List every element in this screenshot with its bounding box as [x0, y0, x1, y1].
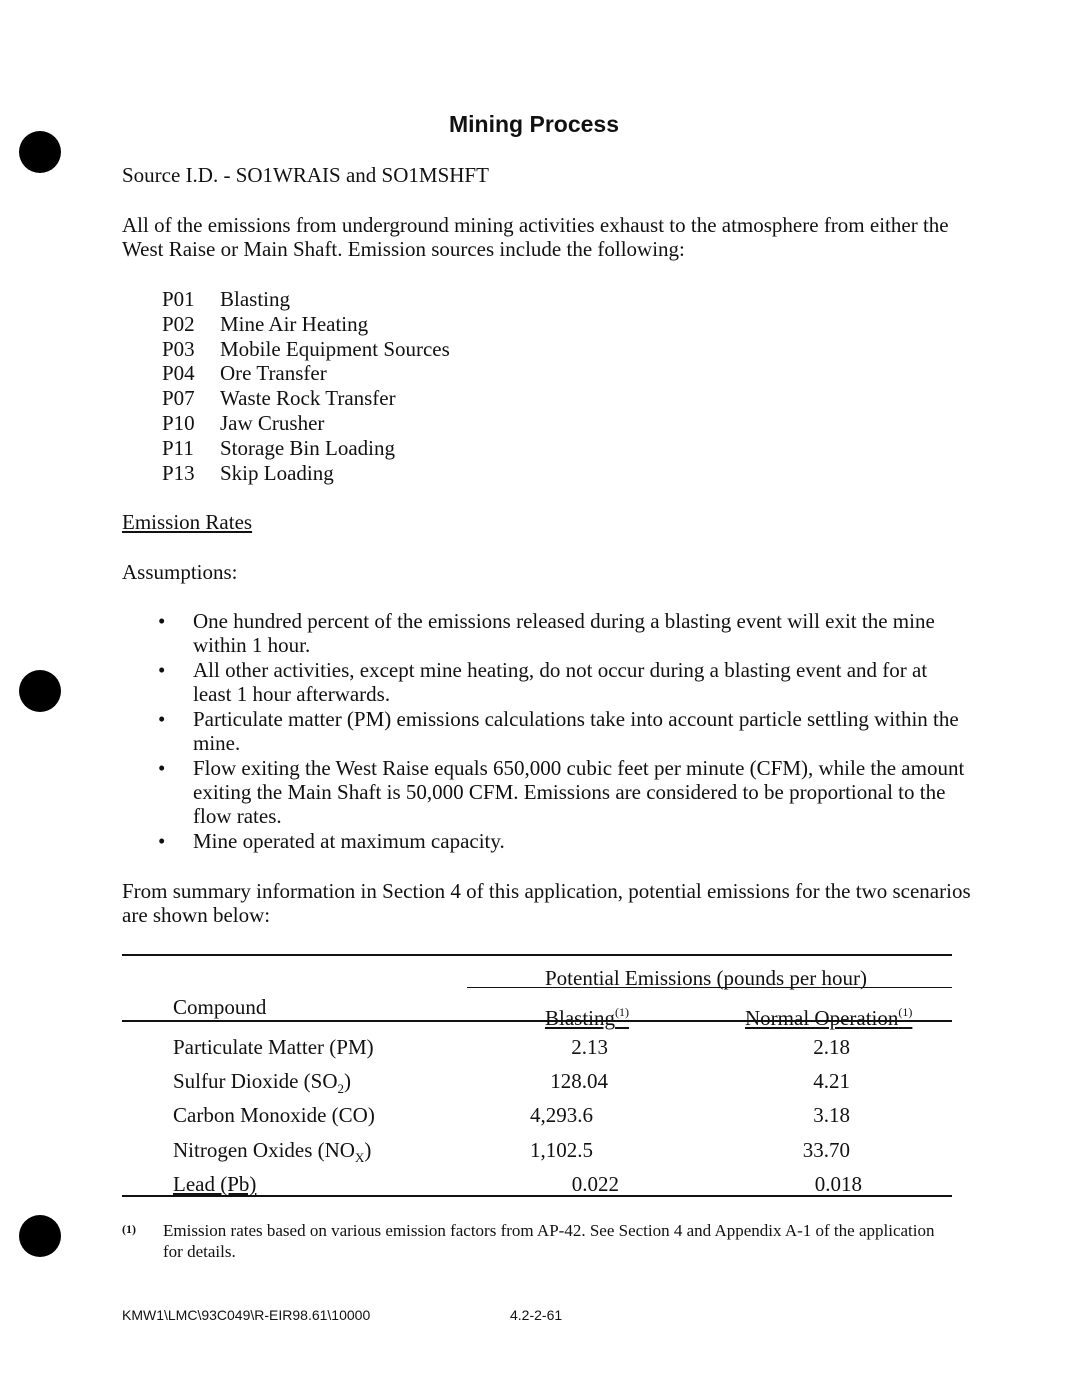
bullet-icon: •: [158, 658, 166, 682]
table-bottom-rule: [122, 1195, 952, 1197]
list-item: [158, 756, 968, 828]
bullet-icon: •: [158, 609, 166, 633]
list-item: [162, 461, 450, 486]
assumptions-label: Assumptions:: [122, 560, 238, 584]
source-code: P01: [162, 287, 195, 311]
compound-cell: Sulfur Dioxide $(SO_2)$: [173, 1069, 351, 1097]
source-code: P13: [162, 460, 195, 485]
normal-cell: 33.70: [802, 1138, 850, 1162]
assumption-text: Particulate matter (PM) emissions calculations take into account particle settling within the mine.: [193, 707, 959, 755]
normal-cell: 0.018: [814, 1172, 862, 1196]
list-item: [162, 361, 450, 386]
list-item: [162, 411, 450, 436]
normal-cell: 2.18: [813, 1035, 850, 1059]
assumption-text: Mine operated at maximum capacity.: [193, 829, 505, 853]
blasting-cell: 0.022: [571, 1172, 619, 1196]
column-header-blasting: [545, 1000, 629, 1030]
footnote-ref: (1): [615, 1005, 630, 1019]
source-code: P07: [162, 386, 195, 411]
footer-file-path: KMW1\LMC\93C049\R-EIR98.61\10000: [122, 1307, 371, 1323]
blasting-cell: 4,293.6: [530, 1103, 593, 1127]
bullet-icon: •: [158, 707, 166, 731]
punch-hole: [19, 670, 61, 712]
list-item: [158, 658, 968, 706]
summary-paragraph: From summary information in Section 4 of this application, potential emissions for the two scenarios are shown below:: [122, 879, 971, 927]
compound-cell: Lead (Pb): [173, 1172, 257, 1196]
list-item: [158, 609, 968, 657]
section-heading: Emission Rates: [122, 510, 253, 534]
source-name: Mobile Equipment Sources: [220, 336, 450, 361]
source-code: P11: [162, 435, 194, 460]
list-item: [162, 337, 450, 362]
blasting-cell: 2.13: [571, 1035, 608, 1059]
source-code: P03: [162, 336, 195, 361]
assumption-text: Flow exiting the West Raise equals 650,000 cubic feet per minute (CFM), while the amount exiting the Main Shaft is 50,000 CFM. Emissions are considered to be proportional to the flow rates.: [193, 756, 965, 828]
column-header-normal: [745, 1000, 912, 1030]
page-title: Mining Process: [449, 111, 619, 137]
page-number: 4.2-2-61: [510, 1307, 563, 1323]
punch-hole: [19, 1215, 61, 1257]
assumptions-list: [158, 609, 968, 854]
table-header-rule: [122, 1020, 952, 1022]
assumption-text: All other activities, except mine heating, do not occur during a blasting event and for at least 1 hour afterwards.: [193, 658, 928, 706]
compound-cell: Nitrogen Oxides $(NO_X)$: [173, 1138, 372, 1166]
blasting-cell: 128.04: [550, 1069, 608, 1093]
list-item: [158, 707, 968, 755]
normal-cell: 4.21: [813, 1069, 850, 1093]
source-name: Ore Transfer: [220, 361, 327, 386]
blasting-cell: 1,102.5: [530, 1138, 593, 1162]
group-header-rule: [467, 987, 952, 988]
group-header: Potential Emissions (pounds per hour): [545, 966, 867, 990]
column-header-label: Blasting: [545, 1006, 616, 1030]
compound-cell: Particulate Matter (PM): [173, 1035, 374, 1059]
source-id: Source I.D. - SO1WRAIS and SO1MSHFT: [122, 163, 489, 187]
assumption-text: One hundred percent of the emissions released during a blasting event will exit the mine within 1 hour.: [193, 609, 935, 657]
footnote-text: Emission rates based on various emission factors from AP-42. See Section 4 and Appendix A-1 of the application for details.: [163, 1221, 935, 1261]
list-item: [162, 287, 450, 312]
bullet-icon: •: [158, 829, 166, 853]
compound-cell: Carbon Monoxide (CO): [173, 1103, 375, 1127]
source-name: Waste Rock Transfer: [220, 386, 396, 411]
column-header-compound: Compound: [173, 995, 267, 1019]
emission-source-list: [162, 287, 450, 485]
list-item: [162, 386, 450, 411]
intro-paragraph: All of the emissions from underground mining activities exhaust to the atmosphere from either the West Raise or Main Shaft. Emission sources include the following:: [122, 213, 949, 261]
column-header-label: Normal Operation: [745, 1006, 899, 1030]
footnote-ref: (1): [898, 1005, 913, 1019]
source-code: P10: [162, 410, 195, 435]
source-name: Jaw Crusher: [220, 410, 325, 435]
footnote-mark: (1): [122, 1222, 136, 1236]
source-name: Blasting: [220, 287, 291, 311]
table-top-rule: [122, 954, 952, 956]
source-name: Mine Air Heating: [220, 311, 369, 336]
list-item: [162, 312, 450, 337]
list-item: [158, 829, 968, 853]
list-item: [162, 436, 450, 461]
source-code: P04: [162, 361, 195, 386]
source-code: P02: [162, 311, 195, 336]
source-name: Skip Loading: [220, 460, 334, 485]
source-name: Storage Bin Loading: [220, 435, 395, 460]
bullet-icon: •: [158, 756, 166, 780]
normal-cell: 3.18: [813, 1103, 850, 1127]
